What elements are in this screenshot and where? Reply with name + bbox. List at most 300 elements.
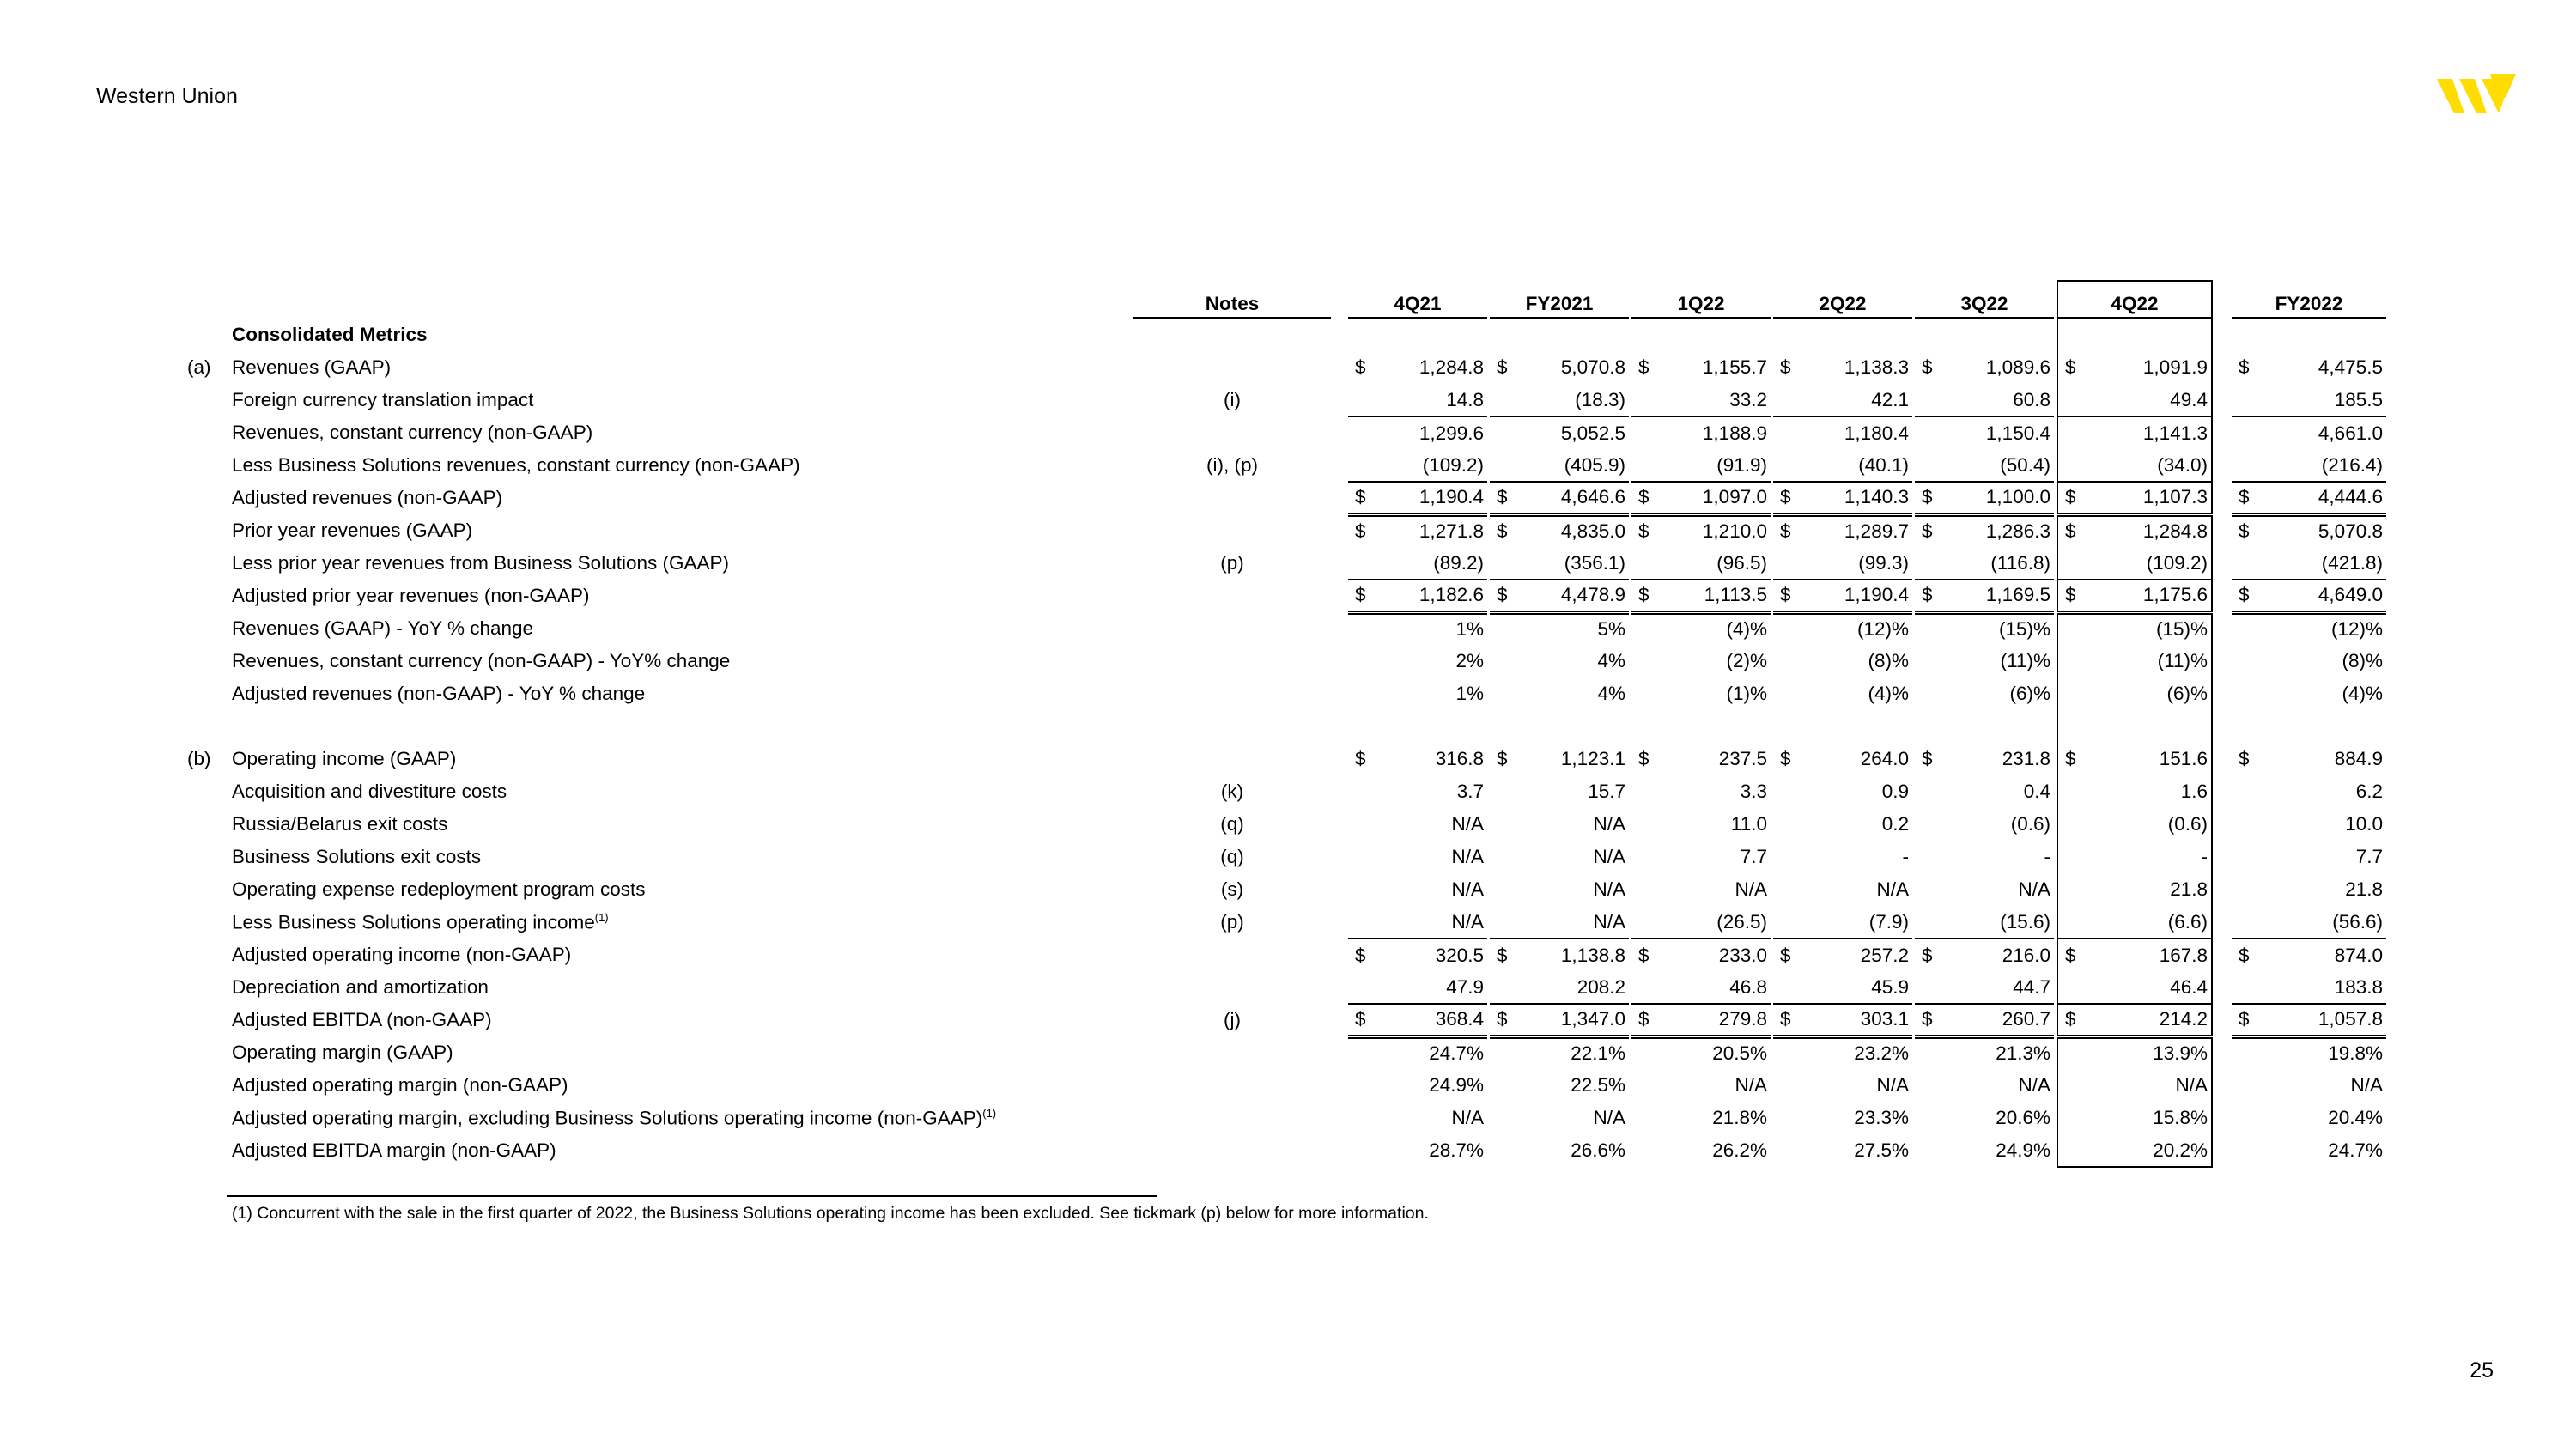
value-text: N/A (1451, 813, 1484, 835)
value-text: 1,190.4 (1419, 486, 1484, 508)
value-text: (96.5) (1716, 551, 1767, 574)
table-row (172, 743, 2386, 775)
currency-symbol: $ (1638, 944, 1649, 966)
currency-symbol: $ (2239, 520, 2250, 543)
value-text: 1,097.0 (1702, 486, 1767, 508)
cell-value (1915, 971, 2054, 1004)
value-text: 233.0 (1718, 944, 1767, 966)
row-ref (172, 677, 232, 710)
period-header-fy2022: FY2022 (2232, 281, 2386, 318)
cell-value (2232, 939, 2386, 971)
value-text: 4,478.9 (1560, 584, 1625, 606)
value-text: (4)% (1868, 683, 1909, 704)
value-text: 26.6% (1571, 1139, 1625, 1161)
cell-value (1773, 351, 1912, 384)
table-row (172, 971, 2386, 1004)
row-note (1133, 580, 1331, 612)
row-note (1133, 1134, 1331, 1167)
cell-value (2057, 384, 2212, 416)
value-text: 7.7 (2355, 846, 2383, 867)
value-text: 21.8% (1712, 1107, 1767, 1128)
cell-value (1348, 906, 1487, 939)
cell-value (2232, 449, 2386, 482)
row-label (232, 351, 1133, 384)
value-text: (34.0) (2157, 453, 2208, 476)
cell-value (1348, 449, 1487, 482)
cell-value (2232, 612, 2386, 645)
row-ref (172, 841, 232, 873)
cell-value (2057, 482, 2212, 514)
row-label (232, 612, 1133, 645)
cell-value (1915, 1069, 2054, 1102)
table-row (172, 1069, 2386, 1102)
value-text: 368.4 (1435, 1008, 1484, 1030)
row-note: (i), (p) (1206, 454, 1258, 476)
row-label-text: Adjusted revenues (non-GAAP) - YoY % change (232, 683, 646, 704)
western-union-logo-icon (2437, 74, 2516, 118)
cell-value (1773, 873, 1912, 906)
period-header-4q21: 4Q21 (1348, 281, 1487, 318)
cell-value (2232, 416, 2386, 449)
cell-value (1490, 645, 1629, 677)
value-text: 1,169.5 (1985, 584, 2050, 606)
table-row (172, 547, 2386, 580)
currency-symbol: $ (1922, 584, 1933, 606)
row-label-text: Less prior year revenues from Business Solutions (GAAP) (232, 552, 729, 574)
value-text: 1,175.6 (2142, 584, 2208, 606)
value-text: (15)% (1998, 618, 2050, 641)
row-label (232, 743, 1133, 775)
cell-value (1915, 677, 2054, 710)
value-text: 21.8 (2345, 878, 2383, 900)
value-text: 47.9 (1446, 975, 1484, 998)
cell-value (1773, 384, 1912, 416)
value-text: 4% (1597, 683, 1625, 704)
cell-value (2232, 1004, 2386, 1036)
value-text: N/A (1451, 878, 1484, 900)
cell-value (1773, 1036, 1912, 1069)
value-text: - (2044, 846, 2050, 867)
cell-value (1773, 808, 1912, 841)
value-text: 5,070.8 (1560, 356, 1625, 378)
cell-value (2232, 808, 2386, 841)
row-ref (172, 971, 232, 1004)
row-ref (172, 449, 232, 482)
row-note (1133, 482, 1331, 514)
row-label-text: Acquisition and divestiture costs (232, 781, 507, 802)
currency-symbol: $ (1922, 486, 1933, 508)
cell-value (1490, 1036, 1629, 1069)
row-note (1133, 416, 1331, 449)
currency-symbol: $ (1922, 356, 1933, 378)
value-text: 15.8% (2153, 1107, 2208, 1128)
value-text: 1,271.8 (1419, 520, 1484, 543)
value-text: (6)% (2009, 683, 2050, 704)
cell-value (1631, 841, 1771, 873)
value-text: 0.4 (2023, 781, 2050, 802)
cell-value (1348, 384, 1487, 416)
value-text: N/A (2018, 1074, 2050, 1096)
cell-value (2057, 580, 2212, 612)
value-text: (91.9) (1716, 453, 1767, 476)
cell-value (1915, 743, 2054, 775)
cell-value (1773, 1134, 1912, 1167)
value-text: 231.8 (2002, 748, 2050, 769)
row-ref (172, 906, 232, 939)
cell-value (1631, 482, 1771, 514)
cell-value (2232, 971, 2386, 1004)
value-text: 1,190.4 (1844, 584, 1909, 606)
value-text: N/A (1593, 813, 1625, 835)
value-text: 1,347.0 (1560, 1008, 1625, 1030)
value-text: (4)% (1726, 618, 1767, 641)
cell-value (1915, 873, 2054, 906)
table-row (172, 873, 2386, 906)
value-text: (0.6) (2010, 813, 2050, 835)
period-header-3q22: 3Q22 (1915, 281, 2054, 318)
cell-value (1915, 580, 2054, 612)
cell-value (1915, 514, 2054, 547)
currency-symbol: $ (1638, 1008, 1649, 1030)
row-label-text: Depreciation and amortization (232, 976, 489, 998)
cell-value (1490, 416, 1629, 449)
cell-value (2232, 841, 2386, 873)
row-ref: (b) (187, 748, 211, 769)
value-text: 42.1 (1871, 388, 1909, 410)
cell-value (1490, 580, 1629, 612)
value-text: 1,155.7 (1702, 356, 1767, 378)
value-text: 21.3% (1996, 1042, 2050, 1065)
cell-value (1631, 743, 1771, 775)
row-ref (172, 1102, 232, 1134)
table-row (172, 775, 2386, 808)
value-text: (12)% (1856, 618, 1909, 641)
value-text: - (1902, 846, 1909, 867)
value-text: 4,444.6 (2318, 486, 2383, 508)
row-label-text: Revenues (GAAP) - YoY % change (232, 617, 534, 639)
cell-value (1490, 873, 1629, 906)
value-text: 24.9% (1429, 1074, 1484, 1096)
currency-symbol: $ (1780, 1008, 1791, 1030)
cell-value (2057, 971, 2212, 1004)
cell-value (1348, 743, 1487, 775)
currency-symbol: $ (2239, 486, 2250, 508)
row-label (232, 939, 1133, 971)
row-note: (q) (1220, 846, 1244, 867)
cell-value (1773, 1102, 1912, 1134)
row-label (232, 514, 1133, 547)
table-row (172, 645, 2386, 677)
cell-value (2057, 645, 2212, 677)
value-text: 1,150.4 (1985, 422, 2050, 444)
cell-value (2232, 580, 2386, 612)
value-text: (15)% (2155, 618, 2208, 641)
row-label (232, 873, 1133, 906)
currency-symbol: $ (1355, 1008, 1366, 1030)
value-text: N/A (1593, 846, 1625, 867)
value-text: 279.8 (1718, 1008, 1767, 1030)
value-text: N/A (1593, 878, 1625, 900)
value-text: 26.2% (1712, 1139, 1767, 1161)
period-header-4q22: 4Q22 (2057, 281, 2212, 318)
value-text: 4,475.5 (2318, 356, 2383, 378)
value-text: (4)% (2342, 683, 2383, 704)
cell-value (2232, 1102, 2386, 1134)
value-text: 4,649.0 (2318, 584, 2383, 606)
currency-symbol: $ (1355, 944, 1366, 966)
cell-value (1348, 808, 1487, 841)
cell-value (1348, 416, 1487, 449)
currency-symbol: $ (1638, 486, 1649, 508)
cell-value (1773, 1069, 1912, 1102)
row-label-text: Adjusted EBITDA margin (non-GAAP) (232, 1139, 556, 1161)
value-text: 237.5 (1718, 748, 1767, 769)
value-text: 1,180.4 (1844, 422, 1909, 444)
value-text: (2)% (1726, 650, 1767, 671)
cell-value (1915, 482, 2054, 514)
row-label-text: Adjusted operating margin, excluding Business Solutions operating income (non-GAAP) (232, 1107, 983, 1129)
currency-symbol: $ (1497, 944, 1508, 966)
table-row (172, 906, 2386, 939)
table-row (172, 1134, 2386, 1167)
row-label (232, 645, 1133, 677)
cell-value (1631, 612, 1771, 645)
row-note: (p) (1220, 552, 1244, 574)
row-label-text: Less Business Solutions operating income (232, 911, 595, 933)
row-ref (172, 514, 232, 547)
table-row (172, 1036, 2386, 1069)
currency-symbol: $ (2239, 748, 2250, 769)
value-text: 0.9 (1881, 781, 1909, 802)
value-text: (6)% (2166, 683, 2208, 704)
value-text: 1,284.8 (2142, 520, 2208, 543)
value-text: (11)% (2000, 650, 2050, 671)
cell-value (1915, 775, 2054, 808)
footnote-marker: (1) (982, 1106, 997, 1120)
value-text: N/A (1451, 910, 1484, 933)
page-number: 25 (2470, 1358, 2494, 1382)
value-text: 20.6% (1996, 1107, 2050, 1128)
row-ref (172, 1036, 232, 1069)
value-text: (6.6) (2167, 910, 2208, 933)
cell-value (1631, 808, 1771, 841)
cell-value (2057, 906, 2212, 939)
cell-value (2057, 775, 2212, 808)
currency-symbol: $ (1638, 584, 1649, 606)
value-text: 185.5 (2334, 388, 2383, 410)
row-note (1133, 612, 1331, 645)
table-row (172, 1004, 2386, 1036)
cell-value (1490, 482, 1629, 514)
value-text: N/A (1451, 1107, 1484, 1128)
row-label (232, 906, 1133, 939)
cell-value (1773, 449, 1912, 482)
cell-value (1490, 384, 1629, 416)
cell-value (1631, 1134, 1771, 1167)
cell-value (2057, 1036, 2212, 1069)
cell-value (1631, 514, 1771, 547)
cell-value (1490, 449, 1629, 482)
row-note (1133, 677, 1331, 710)
cell-value (2057, 1102, 2212, 1134)
cell-value (1490, 775, 1629, 808)
cell-value (1490, 841, 1629, 873)
cell-value (1490, 743, 1629, 775)
cell-value (2232, 384, 2386, 416)
value-text: 3.3 (1740, 781, 1767, 802)
row-note (1133, 939, 1331, 971)
cell-value (1915, 1134, 2054, 1167)
row-label (232, 971, 1133, 1004)
period-header-1q22: 1Q22 (1631, 281, 1771, 318)
cell-value (2057, 939, 2212, 971)
value-text: (109.2) (1422, 453, 1484, 476)
currency-symbol: $ (1638, 356, 1649, 378)
cell-value (1631, 351, 1771, 384)
currency-symbol: $ (2065, 520, 2076, 543)
value-text: 1,289.7 (1844, 520, 1909, 543)
currency-symbol: $ (1638, 520, 1649, 543)
row-label (232, 1004, 1133, 1036)
currency-symbol: $ (1922, 520, 1933, 543)
cell-value (1490, 351, 1629, 384)
cell-value (1915, 351, 2054, 384)
company-name: Western Union (96, 84, 238, 108)
value-text: 1,091.9 (2142, 356, 2208, 378)
row-ref: (a) (187, 356, 211, 378)
value-text: 24.7% (1429, 1042, 1484, 1065)
cell-value (1773, 939, 1912, 971)
table-row (172, 612, 2386, 645)
value-text: (15.6) (2000, 910, 2050, 933)
cell-value (1915, 1102, 2054, 1134)
value-text: 1,113.5 (1704, 584, 1767, 606)
row-ref (172, 612, 232, 645)
value-text: 4,646.6 (1560, 486, 1625, 508)
cell-value (2232, 1036, 2386, 1069)
currency-symbol: $ (1922, 944, 1933, 966)
footnote-divider (227, 1195, 1157, 1197)
table-row (172, 514, 2386, 547)
cell-value (1631, 580, 1771, 612)
value-text: (56.6) (2332, 910, 2383, 933)
currency-symbol: $ (2065, 1008, 2076, 1030)
currency-symbol: $ (2065, 356, 2076, 378)
row-ref (172, 1069, 232, 1102)
row-label (232, 1134, 1133, 1167)
row-label (232, 416, 1133, 449)
row-note (1133, 1102, 1331, 1134)
cell-value (1915, 808, 2054, 841)
value-text: 884.9 (2334, 748, 2383, 769)
value-text: 28.7% (1429, 1139, 1484, 1161)
row-ref (172, 580, 232, 612)
value-text: 1,284.8 (1419, 356, 1484, 378)
value-text: N/A (1876, 1074, 1909, 1096)
value-text: N/A (1593, 1107, 1625, 1128)
row-label-text: Adjusted operating margin (non-GAAP) (232, 1074, 568, 1096)
table-row (172, 449, 2386, 482)
cell-value (1490, 971, 1629, 1004)
value-text: (18.3) (1575, 388, 1625, 410)
cell-value (1490, 1004, 1629, 1036)
value-text: (26.5) (1716, 910, 1767, 933)
value-text: 15.7 (1588, 781, 1625, 802)
cell-value (1631, 906, 1771, 939)
row-label-text: Foreign currency translation impact (232, 389, 534, 410)
value-text: 7.7 (1740, 846, 1767, 867)
cell-value (1915, 906, 2054, 939)
cell-value (2232, 645, 2386, 677)
cell-value (2232, 873, 2386, 906)
cell-value (2057, 449, 2212, 482)
currency-symbol: $ (1780, 356, 1791, 378)
cell-value (1490, 1069, 1629, 1102)
currency-symbol: $ (2239, 584, 2250, 606)
footnote: (1) Concurrent with the sale in the first quarter of 2022, the Business Solutions operating income has been excluded. See tickmark (p) below for more information. (232, 1204, 1429, 1223)
row-label (232, 482, 1133, 514)
row-label-text: Revenues (GAAP) (232, 356, 392, 378)
row-label-text: Operating income (GAAP) (232, 748, 457, 769)
cell-value (1490, 1102, 1629, 1134)
value-text: 24.9% (1996, 1139, 2050, 1161)
value-text: N/A (2175, 1074, 2208, 1096)
value-text: 23.2% (1854, 1042, 1909, 1065)
row-label-text: Adjusted revenues (non-GAAP) (232, 487, 503, 508)
cell-value (2232, 1134, 2386, 1167)
cell-value (1348, 677, 1487, 710)
row-label-text: Less Business Solutions revenues, constant currency (non-GAAP) (232, 454, 800, 476)
value-text: 257.2 (1860, 944, 1909, 966)
cell-value (1490, 1134, 1629, 1167)
value-text: 208.2 (1577, 975, 1625, 998)
row-note (1133, 351, 1331, 384)
value-text: (7.9) (1868, 910, 1909, 933)
currency-symbol: $ (2065, 748, 2076, 769)
row-label-text: Adjusted prior year revenues (non-GAAP) (232, 585, 590, 606)
cell-value (2232, 775, 2386, 808)
row-note: (k) (1220, 781, 1244, 802)
cell-value (1348, 1102, 1487, 1134)
value-text: 14.8 (1446, 388, 1484, 410)
cell-value (1490, 547, 1629, 580)
value-text: 46.4 (2170, 975, 2208, 998)
currency-symbol: $ (2065, 944, 2076, 966)
currency-symbol: $ (2065, 584, 2076, 606)
row-note: (i) (1224, 389, 1241, 410)
cell-value (1915, 449, 2054, 482)
cell-value (1773, 775, 1912, 808)
value-text: 1,286.3 (1985, 520, 2050, 543)
table-row (172, 808, 2386, 841)
currency-symbol: $ (1355, 584, 1366, 606)
row-label (232, 384, 1133, 416)
table-row (172, 1102, 2386, 1134)
value-text: 320.5 (1435, 944, 1484, 966)
row-note: (s) (1220, 878, 1244, 900)
consolidated-metrics-table (172, 280, 2386, 1168)
cell-value (1915, 939, 2054, 971)
value-text: 1,141.3 (2142, 422, 2208, 444)
value-text: (116.8) (1990, 551, 2050, 574)
value-text: 20.4% (2328, 1107, 2383, 1128)
value-text: 49.4 (2170, 388, 2208, 410)
cell-value (1490, 514, 1629, 547)
cell-value (2057, 743, 2212, 775)
cell-value (1631, 416, 1771, 449)
row-note (1133, 645, 1331, 677)
cell-value (2232, 743, 2386, 775)
